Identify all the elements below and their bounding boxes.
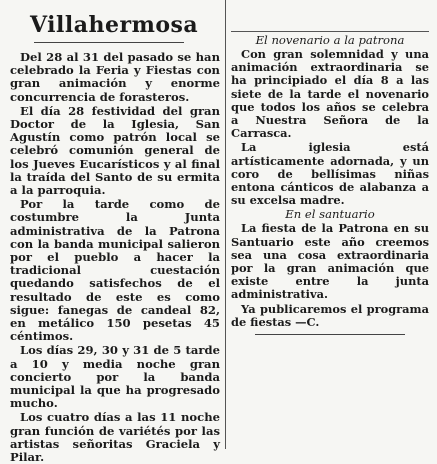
novenario-paragraph-2: La iglesia está artísticamente adornada, y un coro de bellísimas niñas entona cánticos de alabanza a su excelsa madre.	[231, 140, 429, 208]
santuario-paragraph-2: Ya publicaremos el programa de fiestas —C.	[231, 301, 429, 329]
section-heading-novenario: El novenario a la patrona	[255, 33, 405, 47]
column-divider	[225, 0, 226, 449]
left-paragraph-2: El día 28 festividad del gran Doctor de la Iglesia, San Agustín como patrón local se celebró comunión general de los Jueves Eucarísticos y al final la traída del Santo de su ermita a la parroquia.	[10, 103, 220, 198]
title-divider	[34, 42, 184, 43]
right-top-rule	[231, 31, 429, 32]
article-title: Villahermosa	[30, 12, 199, 38]
right-column	[231, 0, 429, 449]
left-paragraph-1: Del 28 al 31 del pasado se han celebrado la Feria y Fiestas con gran animación y enorme concurrencia de forasteros.	[10, 50, 220, 104]
end-rule	[255, 334, 405, 335]
left-column	[10, 0, 220, 464]
santuario-paragraph-1: La fiesta de la Patrona en su Santuario este año creemos sea una cosa extraordinaria por la gran animación que existe entre la junta administrativa.	[231, 221, 429, 302]
left-paragraph-3: Por la tarde como de costumbre la Junta administrativa de la Patrona con la banda municipal salieron por el pueblo a hacer la tradicional cuestación quedando satisfechos de el resultado de este es como sigue: fanegas de candeal 82, en metálico 150 pesetas 45 céntimos.	[10, 197, 220, 344]
novenario-paragraph-1: Con gran solemnidad y una animación extraordinaria se ha principiado el día 8 a las siete de la tarde el novenario que todos los años se celebra a Nuestra Señora de la Carrasca.	[231, 47, 429, 141]
section-heading-santuario: En el santuario	[285, 207, 375, 222]
left-paragraph-5: Los cuatro días a las 11 noche gran función de variétés por las artistas señoritas Graciela y Pilar.	[10, 410, 220, 464]
left-paragraph-4: Los días 29, 30 y 31 de 5 tarde a 10 y media noche gran concierto por la banda municipal la que ha progresado mucho.	[10, 343, 220, 411]
